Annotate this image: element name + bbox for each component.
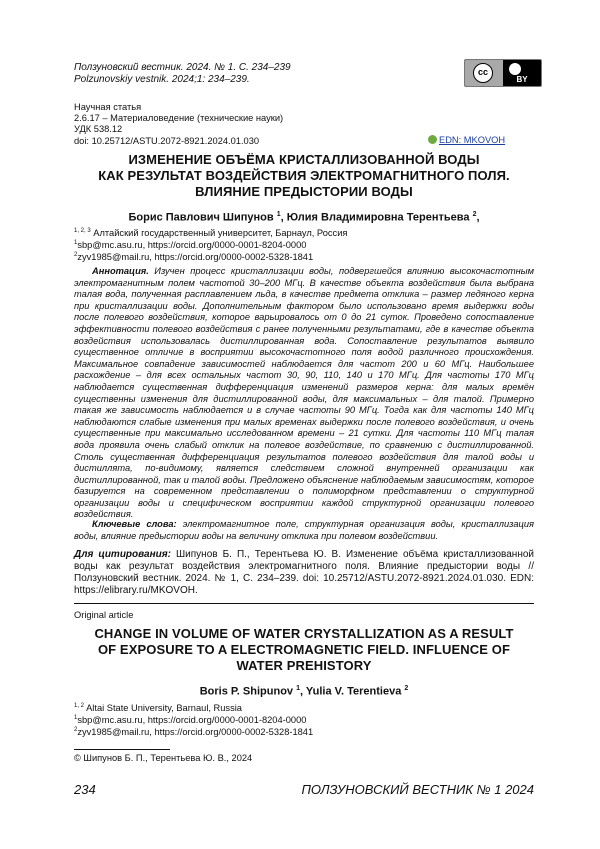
abstract-label: Аннотация. — [92, 266, 149, 276]
title-en-line1: CHANGE IN VOLUME OF WATER CRYSTALLIZATION AS A RESULT — [94, 626, 514, 641]
section-divider — [74, 603, 534, 604]
author1-sup: 1 — [276, 211, 281, 218]
authors-ru — [60, 208, 548, 225]
footer-journal: ПОЛЗУНОВСКИЙ ВЕСТНИК № 1 2024 — [301, 782, 534, 797]
email2-en-text[interactable]: zyv1985@mail.ru, https://orcid.org/0000-0002-5328-1841 — [77, 727, 314, 738]
title-en-line2: OF EXPOSURE TO A ELECTROMAGNETIC FIELD. INFLUENCE OF — [97, 642, 511, 657]
article-category: 2.6.17 – Материаловедение (технические науки) — [74, 113, 284, 123]
title-ru-line3: ВЛИЯНИЕ ПРЕДЫСТОРИИ ВОДЫ — [195, 184, 413, 199]
email2-en — [74, 725, 313, 738]
page-number: 234 — [74, 782, 96, 797]
author1-en-sup: 1 — [296, 685, 300, 692]
journal-citation-ru: Ползуновский вестник. 2024. № 1. С. 234–239 — [74, 62, 291, 73]
copyright: © Шипунов Б. П., Терентьева Ю. В., 2024 — [74, 753, 253, 763]
affiliation-en-sup: 1, 2 — [74, 703, 85, 709]
person-icon — [509, 63, 521, 75]
title-ru-line1: ИЗМЕНЕНИЕ ОБЪЁМА КРИСТАЛЛИЗОВАННОЙ ВОДЫ — [128, 152, 480, 167]
by-label: BY — [516, 75, 528, 84]
edn-icon — [428, 135, 437, 144]
journal-citation-en: Polzunovskiy vestnik. 2024;1: 234–239. — [74, 74, 250, 85]
affiliation-en-text: Altai State University, Barnaul, Russia — [86, 703, 242, 714]
email2-ru — [74, 250, 313, 263]
abstract-text: Изучен процесс кристаллизации воды, подвергшейся влиянию высокочастотным электромагнитным полем частотой 30–200 МГц. В качестве объекта воздействия была выбрана талая вода, полученная расплавлением льда, в качестве предмета отклика – размер ледяного керна при кристаллизации воды. Дополнительным фактором было использовано время выдержки воды после полевого воздействия, которое варьировалось от 0 до 21 суток. Проведено сопоставление эффективности полевого воздействия с ранее полученными результатами, где в качестве объекта воздействия использовалась дистиллированная вода. Сопоставление результатов выявило существенное отличие в восприятии высокочастотного поля водой различного происхождения. Максимальное совпадение зависимостей наблюдается для частот 200 и 60 МГц. Наибольшее расхождение – для всех остальных частот 30, 90, 110, 140 и 170 МГц. Для частоты 170 МГц наблюдается существенная дифференциация изменений размеров керна: для малых времён существенны изменения для дистиллированной воды, для максимальных – для талой. Примерно такая же зависимость наблюдается и в случае частоты 90 МГц. Тогда как для частоты 140 МГц наблюдаются слабые изменения при малых временах выдержки после полевого воздействия, и очень существенные при максимально исследованном времени – 21 сутки. Для частоты 110 МГц талая вода проявила очень слабый отклик на полевое воздействие, по сравнению с дистиллированной. Столь существенная дифференциация результатов полевого воздействия для талой воды и дистиллята, по-видимому, является следствием сложной внутренней организации как дистиллированной, так и талой воды. Предложено объяснение наблюдаемым зависимостям, которое базируется на современном представлении о полиморфном представлении о структурной организации воды и специфическом восприятии каждой структурной организации полевого воздействия. — [74, 266, 534, 520]
edn-link[interactable] — [428, 135, 505, 146]
email2-sup: 2 — [74, 252, 78, 258]
footnote-divider — [74, 749, 170, 750]
author1-ru: Борис Павлович Шипунов — [128, 211, 274, 224]
doi-link[interactable]: doi: 10.25712/ASTU.2072-8921.2024.01.030 — [74, 136, 260, 146]
email1-en-sup: 1 — [74, 715, 78, 721]
cc-logo: cc — [473, 63, 493, 83]
email1-en-text[interactable]: sbp@mc.asu.ru, https://orcid.org/0000-0001-8204-0000 — [77, 715, 307, 726]
author2-sup: 2 — [472, 211, 477, 218]
affiliation-text: Алтайский государственный университет, Барнаул, Россия — [93, 228, 348, 239]
author-sep: , — [280, 211, 284, 224]
email2-text[interactable]: zyv1985@mail.ru, https://orcid.org/0000-0002-5328-1841 — [77, 252, 314, 263]
email1-sup: 1 — [74, 240, 78, 246]
title-en — [60, 626, 548, 674]
creative-commons-icon[interactable] — [464, 59, 542, 87]
citation — [74, 549, 534, 597]
email1-text[interactable]: sbp@mc.asu.ru, https://orcid.org/0000-0001-8204-0000 — [77, 240, 307, 251]
udc-code: УДК 538.12 — [74, 124, 123, 134]
article-type: Научная статья — [74, 102, 142, 112]
affiliation-sup: 1, 2, 3 — [74, 228, 91, 234]
author-end: , — [476, 211, 480, 224]
title-ru-line2: КАК РЕЗУЛЬТАТ ВОЗДЕЙСТВИЯ ЭЛЕКТРОМАГНИТНОГО ПОЛЯ. — [98, 168, 510, 183]
citation-text: Шипунов Б. П., Терентьева Ю. В. Изменение объёма кристаллизованной воды как результат воздействия электромагнитного поля. Влияние предыстории воды // Ползуновский вестник. 2024. № 1, С. 234–239. doi: 10.25712/ASTU.2072-8921.2024.01.030. EDN: https://elibrary.ru/MKOVOH. — [74, 549, 535, 596]
authors-en — [60, 682, 548, 699]
author-en-sep: , — [300, 685, 304, 698]
keywords-text: электромагнитное поле, структурная организация воды, кристаллизация воды, влияние предыстории воды на величину отклика при полевом воздействии. — [74, 519, 535, 541]
edn-text: EDN: MKOVOH — [439, 135, 506, 145]
title-ru — [60, 152, 548, 200]
author2-en: Yulia V. Terentieva — [305, 685, 402, 698]
title-en-line3: WATER PREHISTORY — [236, 658, 372, 673]
abstract — [74, 266, 534, 521]
article-type-en: Original article — [74, 610, 134, 620]
keywords — [74, 519, 534, 542]
email2-en-sup: 2 — [74, 727, 78, 733]
author1-en: Boris P. Shipunov — [199, 685, 294, 698]
keywords-label: Ключевые слова: — [92, 519, 177, 529]
author2-ru: Юлия Владимировна Терентьева — [286, 211, 470, 224]
citation-label: Для цитирования: — [74, 549, 171, 560]
author2-en-sup: 2 — [404, 685, 409, 692]
